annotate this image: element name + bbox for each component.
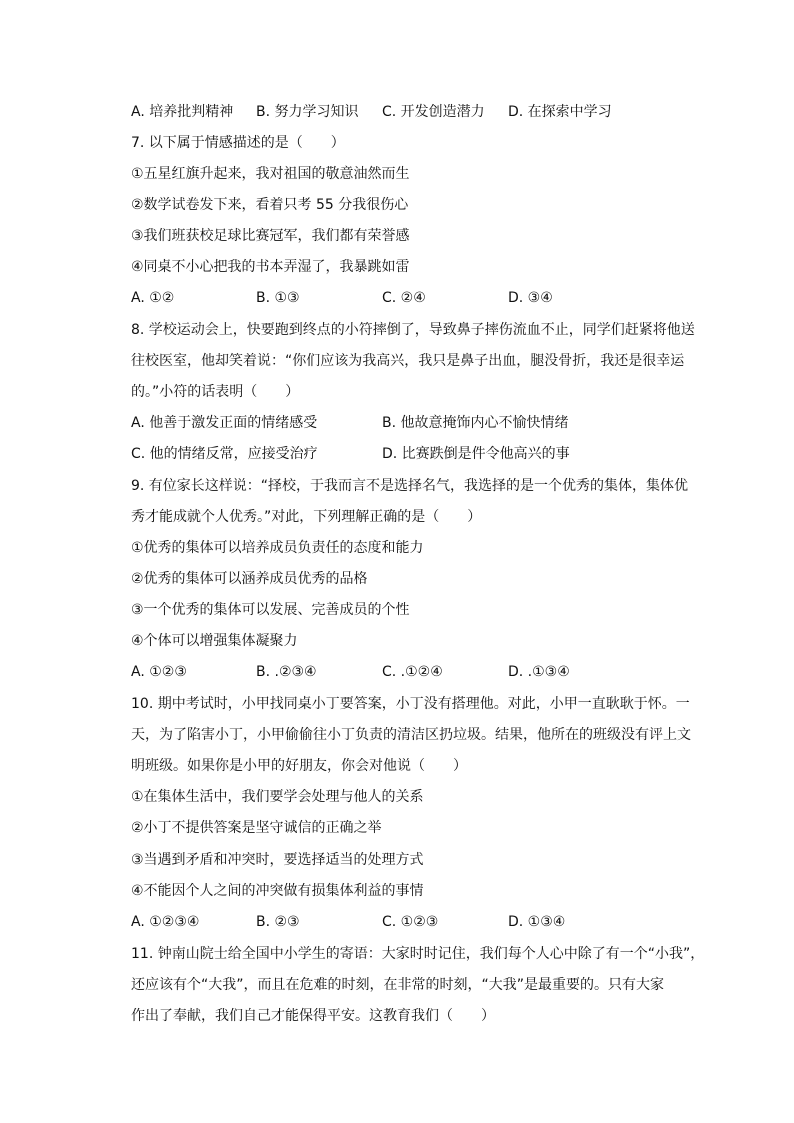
q7-option-b: B. ①③ [256, 290, 300, 306]
q9-item-3: ③一个优秀的集体可以发展、完善成员的个性 [131, 602, 410, 618]
q7-item-1: ①五星红旗升起来，我对祖国的敬意油然而生 [131, 166, 410, 182]
q6-option-c: C. 开发创造潜力 [382, 104, 485, 120]
q8-option-b: B. 他故意掩饰内心不愉快情绪 [382, 415, 569, 431]
q10-item-3: ③当遇到矛盾和冲突时，要选择适当的处理方式 [131, 852, 424, 868]
q8-option-a: A. 他善于激发正面的情绪感受 [131, 415, 318, 431]
q10-option-a: A. ①②③④ [131, 914, 200, 930]
q9-option-b: B. .②③④ [256, 664, 317, 680]
q8-stem-line-1: 8. 学校运动会上，快要跑到终点的小符摔倒了，导致鼻子摔伤流血不止，同学们赶紧将他送 [131, 322, 695, 338]
q6-option-a: A. 培养批判精神 [131, 104, 234, 120]
q6-option-b: B. 努力学习知识 [256, 104, 359, 120]
q9-item-1: ①优秀的集体可以培养成员负责任的态度和能力 [131, 540, 424, 556]
q7-stem: 7. 以下属于情感描述的是（ ） [131, 135, 345, 151]
q10-option-b: B. ②③ [256, 914, 300, 930]
q7-item-3: ③我们班获校足球比赛冠军，我们都有荣誉感 [131, 228, 410, 244]
q9-stem-line-1: 9. 有位家长这样说：“择校，于我而言不是选择名气，我选择的是一个优秀的集体，集体优 [131, 478, 689, 494]
q10-option-d: D. ①③④ [508, 914, 566, 930]
q9-option-a: A. ①②③ [131, 664, 187, 680]
q9-item-4: ④个体可以增强集体凝聚力 [131, 633, 298, 649]
q11-stem-line-3: 作出了奉献，我们自己才能保得平安。这教育我们（ ） [131, 1008, 495, 1024]
q10-stem-line-3: 明班级。如果你是小甲的好朋友，你会对他说（ ） [131, 758, 467, 774]
q7-option-d: D. ③④ [508, 290, 553, 306]
q7-option-c: C. ②④ [382, 290, 426, 306]
q10-item-1: ①在集体生活中，我们要学会处理与他人的关系 [131, 789, 424, 805]
q10-item-4: ④不能因个人之间的冲突做有损集体利益的事情 [131, 883, 424, 899]
q8-option-c: C. 他的情绪反常，应接受治疗 [131, 446, 318, 462]
q11-stem-line-1: 11. 钟南山院士给全国中小学生的寄语：大家时时记住，我们每个人心中除了有一个“小我”， [131, 946, 705, 962]
q7-item-4: ④同桌不小心把我的书本弄湿了，我暴跳如雷 [131, 259, 410, 275]
q8-option-d: D. 比赛跌倒是件令他高兴的事 [382, 446, 570, 462]
q7-option-a: A. ①② [131, 290, 175, 306]
q10-stem-line-1: 10. 期中考试时，小甲找同桌小丁要答案，小丁没有搭理他。对此，小甲一直耿耿于怀。一 [131, 696, 690, 712]
q9-stem-line-2: 秀才能成就个人优秀。”对此，下列理解正确的是（ ） [131, 509, 482, 525]
q10-option-c: C. ①②③ [382, 914, 439, 930]
q6-option-d: D. 在探索中学习 [508, 104, 612, 120]
q8-stem-line-3: 的。”小符的话表明（ ） [131, 384, 300, 400]
q10-stem-line-2: 天，为了陷害小丁，小甲偷偷往小丁负责的清洁区扔垃圾。结果，他所在的班级没有评上文 [131, 727, 691, 743]
q11-stem-line-2: 还应该有个“大我”，而且在危难的时刻，在非常的时刻，“大我”是最重要的。只有大家 [131, 977, 665, 993]
q9-option-c: C. .①②④ [382, 664, 443, 680]
q8-stem-line-2: 往校医室，他却笑着说：“你们应该为我高兴，我只是鼻子出血，腿没骨折，我还是很幸运 [131, 353, 685, 369]
q10-item-2: ②小丁不提供答案是坚守诚信的正确之举 [131, 820, 382, 836]
q7-item-2: ②数学试卷发下来，看着只考 55 分我很伤心 [131, 197, 409, 213]
q9-item-2: ②优秀的集体可以涵养成员优秀的品格 [131, 571, 368, 587]
q9-option-d: D. .①③④ [508, 664, 570, 680]
